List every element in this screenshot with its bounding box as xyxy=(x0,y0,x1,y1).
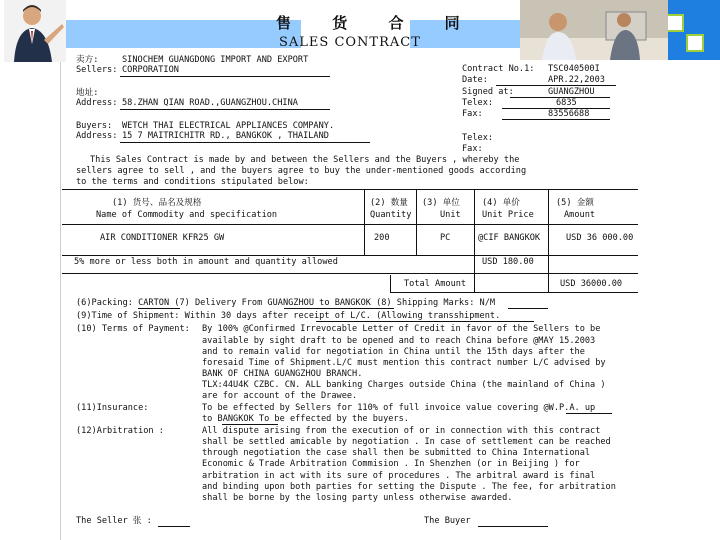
col2-header-en: Quantity xyxy=(370,210,412,220)
sellers-address: 58.ZHAN QIAN ROAD.,GUANGZHOU.CHINA xyxy=(122,98,298,108)
table-row-border xyxy=(62,255,638,256)
delivery-underline xyxy=(284,308,394,309)
arbitration-line-7: shall be borne by the losing party unless otherwise awarded. xyxy=(202,493,513,503)
decor-square-icon xyxy=(686,34,704,52)
payment-line-4: foresaid Time of Shipment.L/C must mention this contract number L/C advised by xyxy=(202,358,606,368)
table-row-border xyxy=(62,273,638,274)
fax-underline xyxy=(502,119,610,120)
amount-cell: USD 36 000.00 xyxy=(566,233,634,243)
col5-header-cn: (5) 金额 xyxy=(556,198,594,208)
decor-square-icon xyxy=(666,14,684,32)
signed-value: GUANGZHOU xyxy=(548,87,595,97)
buyer-signature-label: The Buyer xyxy=(424,516,471,526)
tolerance-value: USD 180.00 xyxy=(482,257,534,267)
office-photo xyxy=(520,0,668,60)
packing-line: (6)Packing: CARTON (7) Delivery From GUANGZHOU to BANGKOK (8) Shipping Marks: N/M xyxy=(76,298,496,308)
buyers-telex-label: Telex: xyxy=(462,133,494,143)
table-top-border xyxy=(62,189,638,190)
slide-divider xyxy=(60,0,61,540)
arbitration-line-4: Economic & Trade Arbitration Commision . In Shenzhen (or in Beijing ) for xyxy=(202,459,580,469)
table-bottom-border xyxy=(390,292,638,293)
unit-cell: PC xyxy=(440,233,451,243)
buyers-label: Buyers: xyxy=(76,121,113,131)
sellers-name-2: CORPORATION xyxy=(122,65,179,75)
col1-header-en: Name of Commodity and specification xyxy=(96,210,278,220)
col-divider xyxy=(548,189,549,292)
insurance-line-1: To be effected by Sellers for 110% of full invoice value covering @W.P.A. up xyxy=(202,403,596,413)
payment-line-3: and to remain valid for negotiation in China until the 15th days after the xyxy=(202,347,585,357)
shipment-line: (9)Time of Shipment: Within 30 days after receipt of L/C. (Allowing transshipment. xyxy=(76,311,501,321)
col5-header-en: Amount xyxy=(564,210,596,220)
buyer-signature-line xyxy=(478,526,548,527)
marks-underline xyxy=(508,308,548,309)
port-underline xyxy=(222,424,278,425)
address-underline xyxy=(120,109,330,110)
intro-line-2: sellers agree to sell , and the buyers agree to buy the under-mentioned goods according xyxy=(76,166,527,176)
contract-no-label: Contract No.1: xyxy=(462,64,535,74)
col4-header-en: Unit Price xyxy=(482,210,534,220)
seller-signature-line xyxy=(158,526,190,527)
title-cn: 售 货 合 同 xyxy=(276,14,478,32)
telex-value: 6835 xyxy=(556,98,577,108)
total-value: USD 36000.00 xyxy=(560,279,623,289)
buyers-address-label: Address: xyxy=(76,131,118,141)
header-band-left xyxy=(61,20,301,48)
packing-underline xyxy=(138,308,180,309)
buyers-name: WETCH THAI ELECTRICAL APPLIANCES COMPANY. xyxy=(122,121,335,131)
sellers-name-1: SINOCHEM GUANGDONG IMPORT AND EXPORT xyxy=(122,55,309,65)
payment-line-1: By 100% @Confirmed Irrevocable Letter of Credit in favor of the Sellers to be xyxy=(202,324,601,334)
payment-line-2: available by sight draft to be opened and to reach China before @MAY 15.2003 xyxy=(202,336,596,346)
col2-header-cn: (2) 数量 xyxy=(370,198,408,208)
sellers-cn-label: 卖方: xyxy=(76,55,99,65)
sellers-underline xyxy=(120,76,330,77)
date-underline xyxy=(496,85,616,86)
col1-header-cn: (1) 货号、品名及规格 xyxy=(112,198,202,208)
left-margin xyxy=(0,0,60,540)
col-divider xyxy=(416,189,417,255)
col-divider xyxy=(390,275,391,292)
title-en: SALES CONTRACT xyxy=(279,35,421,50)
insurance-label: (11)Insurance: xyxy=(76,403,149,413)
insurance-line-2: to BANGKOK To be effected by the buyers. xyxy=(202,414,409,424)
payment-line-7: are for account of the Drawee. xyxy=(202,391,358,401)
arbitration-line-1: All dispute arising from the execution of or in connection with this contract xyxy=(202,426,601,436)
arbitration-line-2: shall be settled amicable by negotiation . In case of settlement can be reached xyxy=(202,437,611,447)
arbitration-line-5: arbitration in act with its sure of procedures . The arbitral award is final xyxy=(202,471,596,481)
table-header-border xyxy=(62,224,638,225)
total-label: Total Amount xyxy=(404,279,467,289)
businessman-photo xyxy=(4,0,66,62)
address-label: Address: xyxy=(76,98,118,108)
quantity-cell: 200 xyxy=(374,233,390,243)
buyers-address: 15 7 MAITRICHITR RD., BANGKOK , THAILAND xyxy=(122,131,329,141)
arbitration-label: (12)Arbitration : xyxy=(76,426,164,436)
seller-signature-label: The Seller 张 : xyxy=(76,516,152,526)
tolerance-text: 5% more or less both in amount and quantity allowed xyxy=(74,257,338,267)
col3-header-en: Unit xyxy=(440,210,461,220)
payment-line-6: TLX:44U4K CZBC. CN. ALL banking Charges outside China (the mainland of China ) xyxy=(202,380,606,390)
col-divider xyxy=(364,189,365,255)
col-divider xyxy=(474,189,475,255)
intro-line-3: to the terms and conditions stipulated below: xyxy=(76,177,309,187)
buyers-fax-label: Fax: xyxy=(462,144,483,154)
address-cn-label: 地址: xyxy=(76,88,99,98)
payment-line-5: BANK OF CHINA GUANGZHOU BRANCH. xyxy=(202,369,363,379)
sellers-label: Sellers: xyxy=(76,65,118,75)
telex-label: Telex: xyxy=(462,98,494,108)
col4-header-cn: (4) 单价 xyxy=(482,198,520,208)
payment-label: (10) Terms of Payment: xyxy=(76,324,190,334)
contract-no-value: TSC040500I xyxy=(548,64,600,74)
intro-line-1: This Sales Contract is made by and between the Sellers and the Buyers , whereby the xyxy=(90,155,520,165)
date-label: Date: xyxy=(462,75,488,85)
shipment-underline xyxy=(316,321,534,322)
fax-label: Fax: xyxy=(462,109,483,119)
insurance-underline xyxy=(566,413,612,414)
arbitration-line-3: through negotiation the case shall then be submitted to China International xyxy=(202,448,591,458)
date-value: APR.22,2003 xyxy=(548,75,605,85)
price-cell: @CIF BANGKOK xyxy=(478,233,541,243)
commodity-cell: AIR CONDITIONER KFR25 GW xyxy=(100,233,225,243)
signed-label: Signed at: xyxy=(462,87,514,97)
buyers-underline xyxy=(120,142,370,143)
fax-value: 83556688 xyxy=(548,109,590,119)
col3-header-cn: (3) 单位 xyxy=(422,198,460,208)
arbitration-line-6: and binding upon both parties for setting the Dispute . The fee, for arbitration xyxy=(202,482,616,492)
